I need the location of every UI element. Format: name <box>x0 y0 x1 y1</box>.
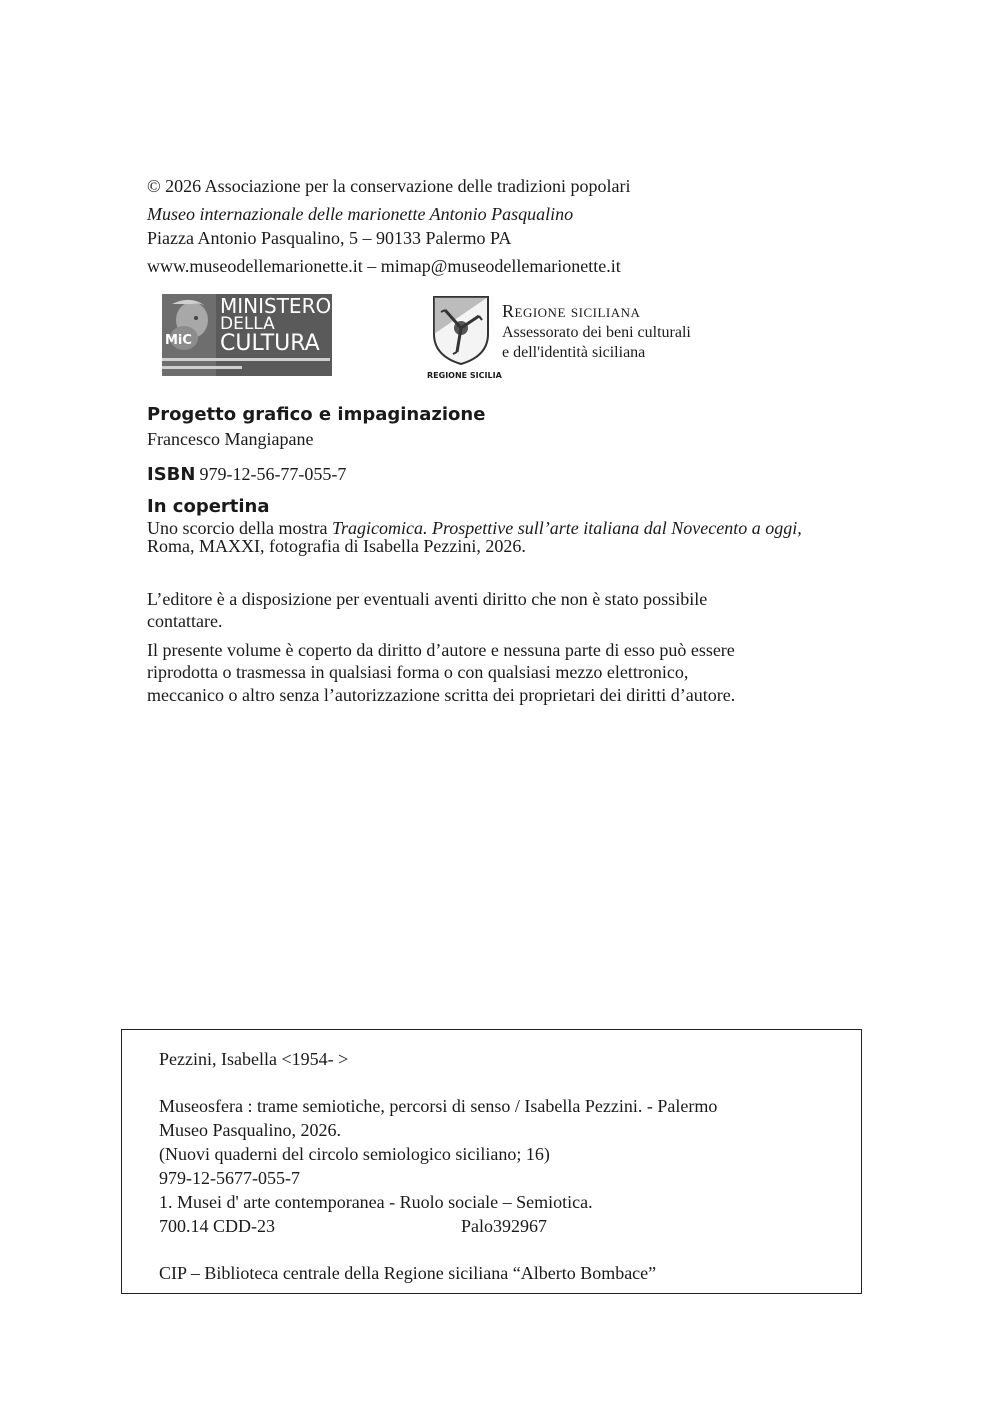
notice2-line3: meccanico o altro senza l’autorizzazione scritta dei proprietari dei diritti d’autore. <box>147 685 736 705</box>
cip-subject: 1. Musei d' arte contemporanea - Ruolo sociale – Semiotica. <box>159 1192 593 1212</box>
cip-isbn: 979-12-5677-055-7 <box>159 1168 300 1188</box>
regione-small-label: REGIONE SICILIA <box>427 371 502 380</box>
trinacria-shield-icon <box>431 294 491 366</box>
isbn-value: 979-12-56-77-055-7 <box>199 464 347 484</box>
cover-pre: Uno scorcio della mostra <box>147 518 332 538</box>
cover-heading: In copertina <box>147 496 270 517</box>
regione-title: Regione siciliana <box>502 301 641 321</box>
notice2-line2: riprodotta o trasmessa in qualsiasi forma o con qualsiasi mezzo elettronico, <box>147 662 689 682</box>
mic-abbr: MiC <box>165 333 192 348</box>
mic-stripe-2 <box>162 366 242 369</box>
cip-source: CIP – Biblioteca centrale della Regione siciliana “Alberto Bombace” <box>159 1263 657 1283</box>
design-heading: Progetto grafico e impaginazione <box>147 404 486 425</box>
mic-line2: DELLA <box>220 314 275 334</box>
copyright-line: © 2026 Associazione per la conservazione delle tradizioni popolari <box>147 176 631 196</box>
publisher-block <box>147 174 847 284</box>
notice1-line1: L’editore è a disposizione per eventuali aventi diritto che non è stato possibile <box>147 589 708 609</box>
cip-record-id: Palo392967 <box>461 1216 548 1236</box>
cip-author: Pezzini, Isabella <1954- > <box>159 1049 349 1069</box>
notices <box>147 587 847 717</box>
cip-series: (Nuovi quaderni del circolo semiologico siciliano; 16) <box>159 1144 550 1164</box>
design-name: Francesco Mangiapane <box>147 429 314 449</box>
cip-title-line1: Museosfera : trame semiotiche, percorsi di senso / Isabella Pezzini. - Palermo <box>159 1096 718 1116</box>
isbn-label: ISBN <box>147 464 196 485</box>
cip-classification: 700.14 CDD-23 <box>159 1216 275 1236</box>
mic-stripe-1 <box>162 358 330 361</box>
cip-title-line2: Museo Pasqualino, 2026. <box>159 1120 341 1140</box>
isbn-line <box>147 462 346 486</box>
contacts-line: www.museodellemarionette.it – mimap@museodellemarionette.it <box>147 256 621 276</box>
notice1-line2: contattare. <box>147 611 223 631</box>
cip-record-box <box>121 1029 862 1294</box>
cover-line1 <box>147 519 802 537</box>
regione-sub1: Assessorato dei beni culturali <box>502 324 691 341</box>
mic-line3: CULTURA <box>220 331 320 356</box>
museum-name: Museo internazionale delle marionette Antonio Pasqualino <box>147 204 574 224</box>
cover-line2: Roma, MAXXI, fotografia di Isabella Pezzini, 2026. <box>147 536 526 556</box>
notice2-line1: Il presente volume è coperto da diritto d’autore e nessuna parte di esso può essere <box>147 640 735 660</box>
cover-exhibition: Tragicomica. Prospettive sull’arte italiana dal Novecento a oggi, <box>331 518 802 538</box>
address-line: Piazza Antonio Pasqualino, 5 – 90133 Palermo PA <box>147 228 512 248</box>
regione-sub2: e dell'identità siciliana <box>502 344 646 361</box>
mic-line1: MINISTERO <box>220 294 332 318</box>
mic-logo <box>162 294 332 376</box>
